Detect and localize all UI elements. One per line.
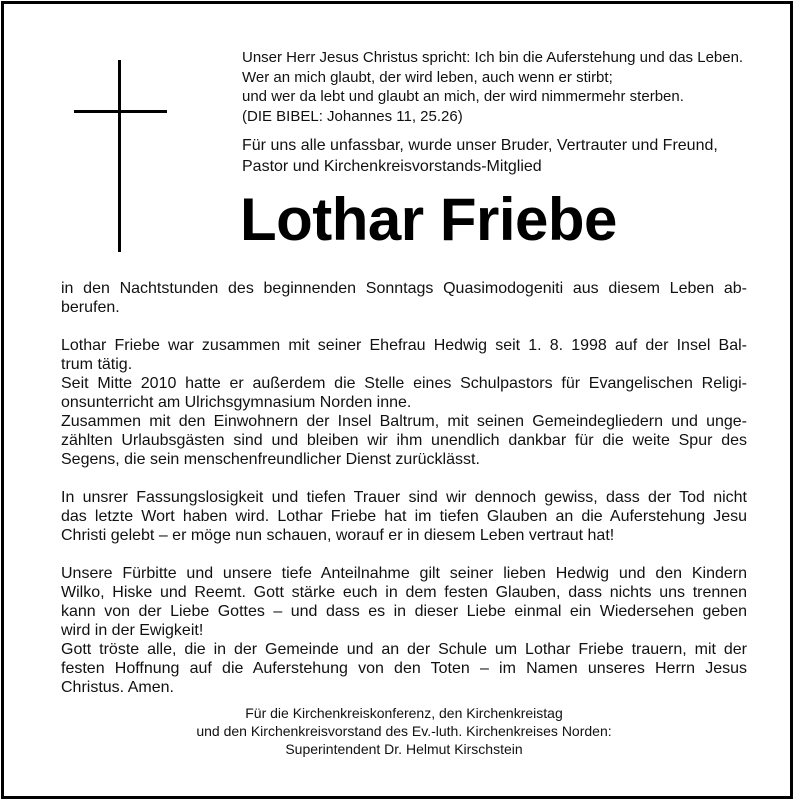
body-line: Wilko, Hiske und Reemt. Gott stärke euch in dem festen Glauben, dass nichts uns trennen: [61, 584, 747, 601]
body-line: festen Hoffnung auf die Auferstehung von den Toten – im Namen unseres Herrn Jesus: [61, 660, 747, 677]
notice-body: [61, 279, 747, 697]
body-line: onsunterricht am Ulrichsgymnasium Norden inne.: [61, 394, 412, 411]
body-line: Gott tröste alle, die in der Gemeinde und an der Schule um Lothar Friebe trauern, mit der: [61, 641, 747, 658]
body-line: Christus. Amen.: [61, 679, 174, 696]
body-line: Unsere Fürbitte und unsere tiefe Anteilnahme gilt seiner lieben Hedwig und den Kindern: [61, 565, 747, 582]
body-line: Christi gelebt – er möge nun schauen, worauf er in diesem Leben vertraut hat!: [61, 527, 615, 544]
intro-text: [242, 135, 782, 177]
signature-line: Für die Kirchenkreiskonferenz, den Kirchenkreistag: [245, 705, 563, 721]
cross-icon-horizontal: [74, 110, 167, 113]
deceased-name: Lothar Friebe: [240, 186, 617, 253]
body-line: Segens, die sein menschenfreundlicher Dienst zurücklässt.: [61, 451, 480, 468]
body-line: das letzte Wort haben wird. Lothar Friebe hat im tiefen Glauben an die Auferstehung Jesu: [61, 508, 747, 525]
cross-icon-vertical: [118, 60, 121, 252]
body-line: trum tätig.: [61, 356, 133, 373]
body-line: berufen.: [61, 299, 120, 316]
verse-line: und wer da lebt und glaubt an mich, der wird nimmermehr sterben.: [242, 88, 684, 105]
verse-line: Unser Herr Jesus Christus spricht: Ich bin die Auferstehung und das Leben.: [242, 49, 744, 66]
body-line: In unsrer Fassungslosigkeit und tiefen Trauer sind wir dennoch gewiss, dass der Tod nicht: [61, 489, 747, 506]
obituary-notice: [1, 1, 793, 799]
body-line: zählten Urlaubsgästen sind und bleiben wir ihm unendlich dankbar für die weite Spur des: [61, 432, 747, 449]
intro-line: Für uns alle unfassbar, wurde unser Bruder, Vertrauter und Freund,: [242, 137, 718, 154]
bible-verse: [242, 48, 782, 126]
verse-line: Wer an mich glaubt, der wird leben, auch wenn er stirbt;: [242, 68, 613, 86]
body-line: Lothar Friebe war zusammen mit seiner Ehefrau Hedwig seit 1. 8. 1998 auf der Insel Bal-: [61, 337, 747, 354]
body-line: in den Nachtstunden des beginnenden Sonntags Quasimodogeniti aus diesem Leben ab-: [61, 280, 747, 297]
body-line: wird in der Ewigkeit!: [61, 622, 204, 639]
body-line: kann von der Liebe Gottes – und dass es in dieser Liebe einmal ein Wiedersehen geben: [61, 603, 747, 620]
body-line: Seit Mitte 2010 hatte er außerdem die Stelle eines Schulpastors für Evangelischen Religi-: [61, 375, 747, 392]
intro-line: Pastor und Kirchenkreisvorstands-Mitglied: [242, 158, 542, 175]
verse-citation: (DIE BIBEL: Johannes 11, 25.26): [242, 107, 463, 125]
body-line: Zusammen mit den Einwohnern der Insel Baltrum, mit seinen Gemeindegliedern und unge-: [61, 413, 747, 430]
signatory-name: Superintendent Dr. Helmut Kirschstein: [285, 741, 523, 757]
signature-line: und den Kirchenkreisvorstand des Ev.-luth. Kirchenkreises Norden:: [196, 723, 612, 739]
signature-block: [61, 704, 747, 758]
